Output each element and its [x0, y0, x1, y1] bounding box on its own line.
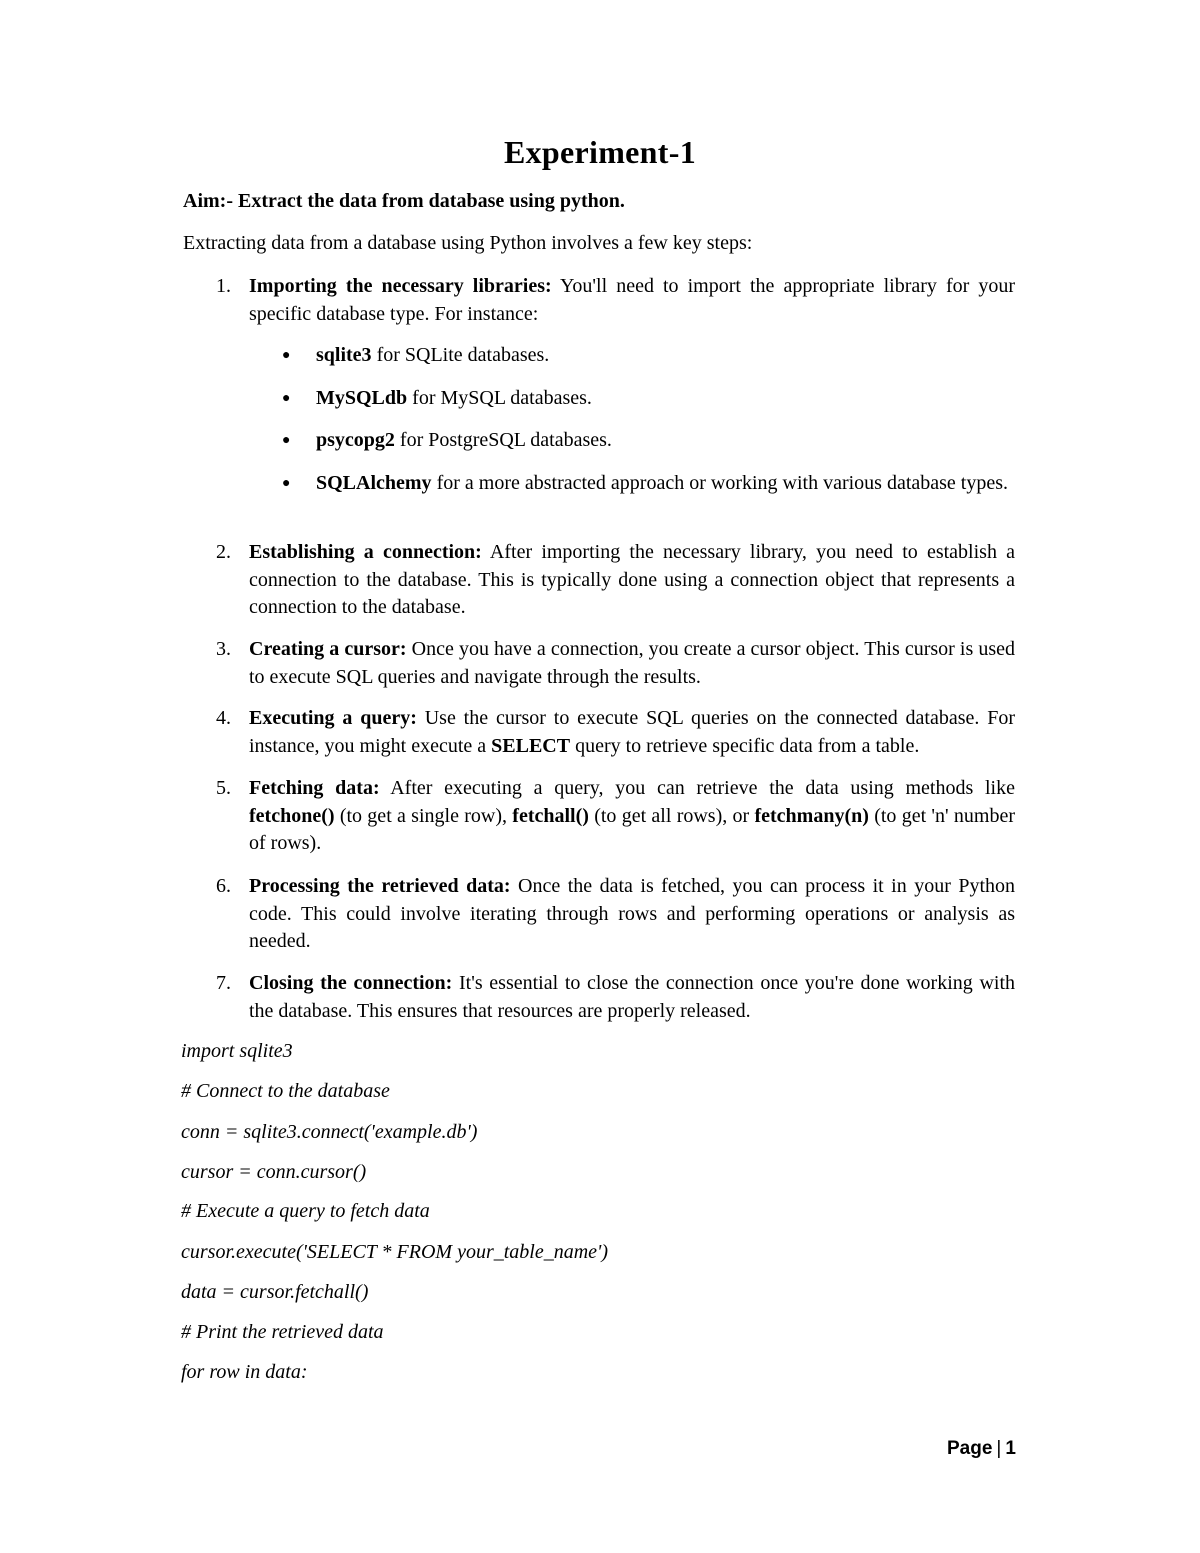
code-line: import sqlite3	[181, 1040, 293, 1062]
step-heading: Executing a query:	[249, 707, 417, 729]
code-line: cursor = conn.cursor()	[181, 1161, 367, 1183]
code-comment: # Connect to the database	[181, 1080, 390, 1102]
step-heading: Importing the necessary libraries:	[249, 275, 552, 297]
step-number: 5.	[216, 777, 231, 799]
sql-keyword: SELECT	[491, 734, 571, 757]
library-name: psycopg2	[316, 429, 395, 451]
intro-paragraph: Extracting data from a database using Python involves a few key steps:	[183, 232, 753, 254]
page-number: 1	[1005, 1438, 1016, 1459]
code-line: cursor.execute('SELECT * FROM your_table_name')	[181, 1241, 608, 1263]
step-text: Executing a query: Use the cursor to execute SQL queries on the connected database. For instance, you might execute a SELECT query to retrieve specific data from a table.	[249, 707, 1016, 757]
step-number: 4.	[216, 707, 231, 729]
bullet-icon: ●	[282, 433, 291, 448]
step-heading: Creating a cursor:	[249, 638, 407, 660]
code-line: for row in data:	[181, 1361, 308, 1383]
step-heading: Closing the connection:	[249, 972, 453, 994]
step-heading: Establishing a connection:	[249, 541, 482, 563]
code-line: conn = sqlite3.connect('example.db')	[181, 1121, 478, 1143]
step-heading: Fetching data:	[249, 777, 380, 799]
code-line: data = cursor.fetchall()	[181, 1281, 369, 1303]
step-text: Processing the retrieved data: Once the data is fetched, you can process it in your Python code. This could involve iterating through rows and performing operations or analysis as needed.	[249, 875, 1016, 952]
page-footer	[947, 1438, 1016, 1460]
step-number: 3.	[216, 638, 231, 660]
step-text: Closing the connection: It's essential to close the connection once you're done working with the database. This ensures that resources are properly released.	[249, 972, 1015, 1022]
step-text: Importing the necessary libraries: You'll need to import the appropriate library for your specific database type. For instance:	[249, 275, 1015, 325]
bullet-icon: ●	[282, 348, 291, 363]
page-title: Experiment-1	[503, 134, 696, 170]
method-name: fetchmany(n)	[754, 804, 869, 827]
step-heading: Processing the retrieved data:	[249, 875, 511, 897]
bullet-icon: ●	[282, 391, 291, 406]
method-name: fetchone()	[249, 804, 335, 827]
step-number: 6.	[216, 875, 231, 897]
aim-statement: Aim:- Extract the data from database using python.	[183, 190, 625, 212]
step-text: Creating a cursor: Once you have a connection, you create a cursor object. This cursor is used to execute SQL queries and navigate through the results.	[249, 638, 1016, 688]
library-name: MySQLdb	[316, 387, 408, 409]
step-number: 7.	[216, 972, 231, 994]
library-name: SQLAlchemy	[316, 472, 432, 494]
bullet-icon: ●	[282, 476, 291, 491]
step-number: 1.	[216, 275, 231, 297]
method-name: fetchall()	[512, 804, 589, 827]
library-name: sqlite3	[316, 344, 372, 366]
code-comment: # Execute a query to fetch data	[181, 1200, 430, 1222]
step-number: 2.	[216, 541, 231, 563]
code-comment: # Print the retrieved data	[181, 1321, 384, 1343]
step-text: Establishing a connection: After importing the necessary library, you need to establish a connection to the database. This is typically done using a connection object that represents a connection to the database.	[249, 541, 1016, 618]
step-text: Fetching data: After executing a query, you can retrieve the data using methods like fetchone() (to get a single row), fetchall() (to get all rows), or fetchmany(n) (to get 'n' number of rows).	[249, 777, 1015, 854]
page-separator: |	[996, 1438, 1002, 1459]
page-label: Page	[947, 1438, 993, 1459]
document-page: Experiment-1 Aim:- Extract the data from database using python. Extracting data from a database using Python involves a few key steps: 1. Importing the necessary libraries: You'll need to import the appropriate library for your specific database type. For instance: ● sqlite3 for SQLite databases. ● MySQLdb for MySQL databases. ● psycopg2 for PostgreSQL databases. ● SQLAlchemy for a more abstracted approach or working with various database types. 2. Establishing a connection: After importing the necessary library, you need to establish a connection to the database. This is typically done using a connection object that represents a connection to the database. 3. Creating a cursor: Once you have a connection, you create a cursor object. This cursor is used to execute SQL queries and navigate through the results. 4. Executing a query: Use the cursor to execute SQL queries on the connected database. For instance, you might execute a SELECT query to retrieve specific data from a table. 5. Fetching data: After executing a query, you can retrieve the data using methods like fetchone() (to get a single row), fetchall() (to get all rows), or fetchmany(n) (to get 'n' number of rows). 6. Processing the retrieved data: Once the data is fetched, you can process it in your Python code. This could involve iterating through rows and performing operations or analysis as needed. 7. Closing the connection: It's essential to close the connection once you're done working with the database. This ensures that resources are properly released. import sqlite3 # Connect to the database conn = sqlite3.connect('example.db') cursor = conn.cursor() # Execute a query to fetch data cursor.execute('SELECT * FROM your_table_name') data = cursor.fetchall() # Print the retrieved data for row in data: Page | 1	[0, 0, 1200, 1553]
